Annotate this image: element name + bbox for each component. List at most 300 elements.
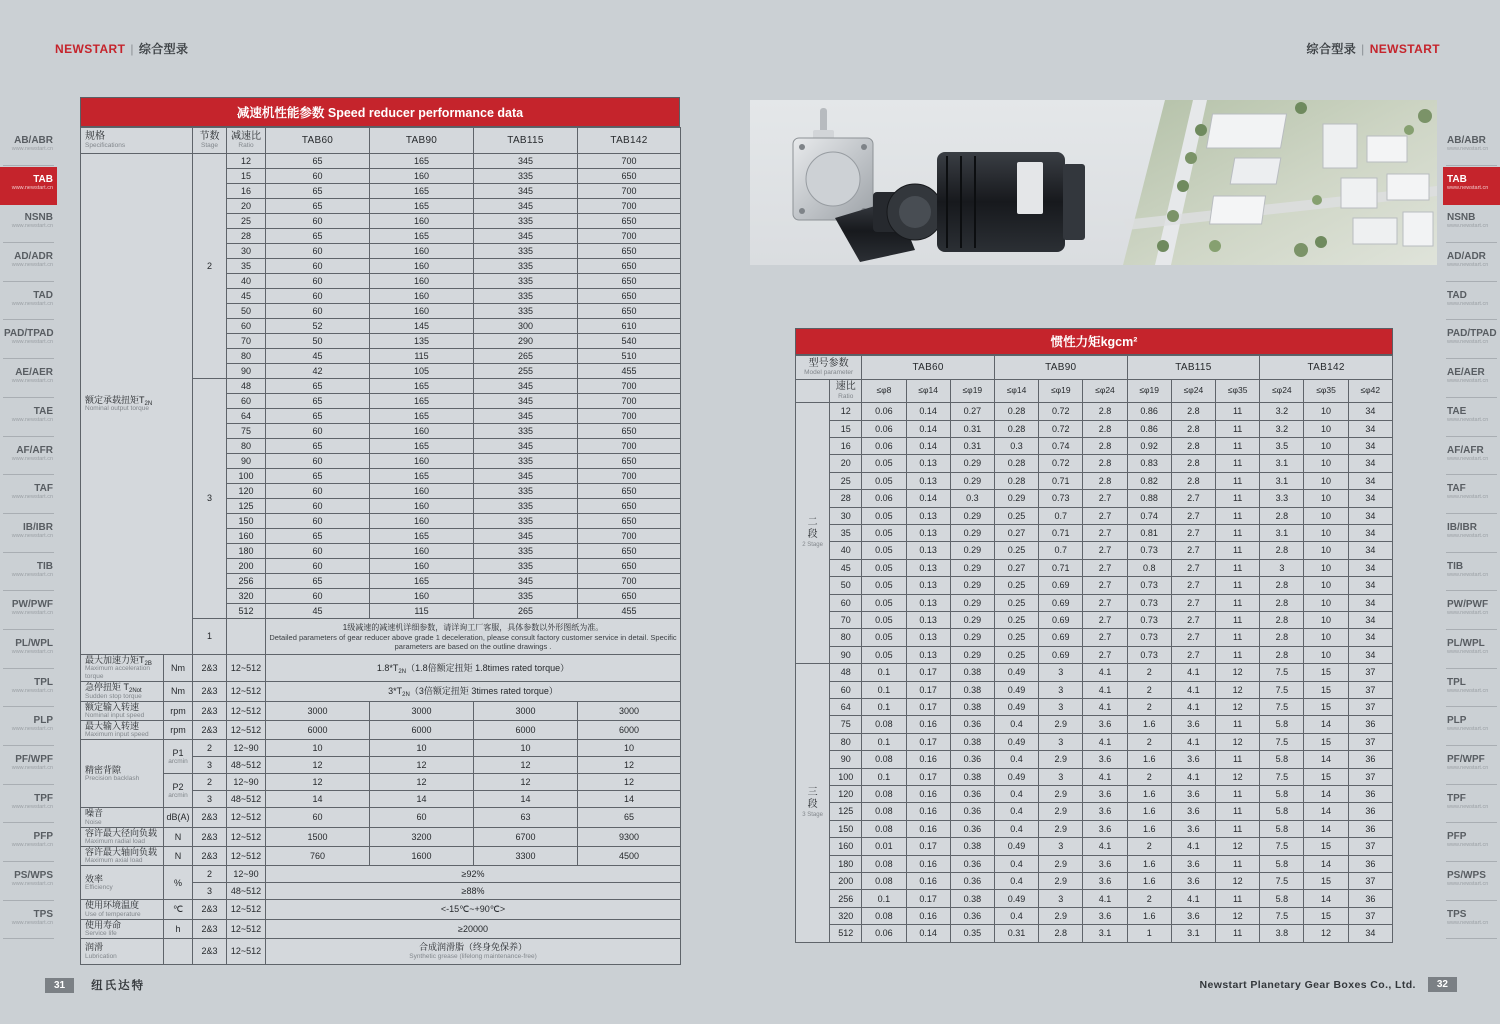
cell: 2&3 <box>193 847 227 866</box>
sidebar-item-ps-wps[interactable] <box>1443 863 1500 902</box>
sidebar-item-ps-wps[interactable] <box>0 863 57 902</box>
cell: 0.1 <box>862 699 906 716</box>
cell: 1.6 <box>1127 873 1171 890</box>
table-row <box>796 577 1393 594</box>
sidebar-item-site: www.newstart.cn <box>1447 146 1489 152</box>
sidebar-item-pf-wpf[interactable] <box>1443 747 1500 786</box>
cell: 0.29 <box>950 507 994 524</box>
sidebar-item-ae-aer[interactable] <box>1443 360 1500 399</box>
cell: 0.3 <box>994 437 1038 454</box>
cell: 11 <box>1216 855 1260 872</box>
sidebar-item-pf-wpf[interactable] <box>0 747 57 786</box>
cell: 48 <box>830 664 862 681</box>
table-row <box>796 594 1393 611</box>
cell: % <box>164 866 193 900</box>
sidebar-item-tpf[interactable] <box>1443 786 1500 825</box>
sidebar-item-label: TAE <box>1447 405 1467 417</box>
cell: 40 <box>830 542 862 559</box>
cell: 0.29 <box>950 472 994 489</box>
cell: 345 <box>474 529 578 544</box>
cell: 160 <box>370 304 474 319</box>
col-header-shaft-dia: ≤φ35 <box>1216 379 1260 403</box>
cell: 0.25 <box>994 646 1038 663</box>
cell: 4.1 <box>1083 838 1127 855</box>
sidebar-item-label: AE/AER <box>1447 367 1485 379</box>
cell: 650 <box>578 499 681 514</box>
cell: 11 <box>1216 420 1260 437</box>
table-row <box>796 437 1393 454</box>
cell: 160 <box>370 244 474 259</box>
cell: 48 <box>227 379 266 394</box>
cell: 0.1 <box>862 768 906 785</box>
cell: 4.1 <box>1083 890 1127 907</box>
cell: 2.7 <box>1083 594 1127 611</box>
cell: ≥20000 <box>266 919 681 938</box>
cell: 2.8 <box>1083 403 1127 420</box>
cell: 0.05 <box>862 524 906 541</box>
cell: 37 <box>1348 733 1392 750</box>
sidebar-item-taf[interactable] <box>1443 476 1500 515</box>
cell: 335 <box>474 169 578 184</box>
cell: 610 <box>578 319 681 334</box>
cell: 65 <box>266 409 370 424</box>
cell: 12 <box>1216 699 1260 716</box>
cell: 65 <box>266 184 370 199</box>
cell: 60 <box>266 499 370 514</box>
sidebar-item-af-afr[interactable] <box>0 438 57 477</box>
cell: 0.72 <box>1039 455 1083 472</box>
cell: 3000 <box>370 701 474 720</box>
cell: 0.14 <box>906 420 950 437</box>
cell: 34 <box>1348 611 1392 628</box>
cell: 512 <box>227 604 266 619</box>
sidebar-item-pad-tpad[interactable] <box>1443 321 1500 360</box>
cell: 60 <box>830 681 862 698</box>
cell: 2.8 <box>1083 455 1127 472</box>
sidebar-item-tps[interactable] <box>1443 902 1500 941</box>
cell: 2.7 <box>1083 646 1127 663</box>
cell: 0.16 <box>906 855 950 872</box>
cell: 165 <box>370 439 474 454</box>
cell: 5.8 <box>1260 855 1304 872</box>
cell: 125 <box>227 499 266 514</box>
cell: 5.8 <box>1260 803 1304 820</box>
cell: 5.8 <box>1260 820 1304 837</box>
cell: 105 <box>370 364 474 379</box>
cell: 容许最大径向负载 Maximum radial load <box>81 827 164 846</box>
cell: 2.7 <box>1171 542 1215 559</box>
cell: 12 <box>830 403 862 420</box>
cell: 60 <box>227 394 266 409</box>
cell: 1.6 <box>1127 716 1171 733</box>
cell: 65 <box>266 229 370 244</box>
cell: 0.31 <box>950 420 994 437</box>
cell: 2.9 <box>1039 786 1083 803</box>
table-row <box>796 925 1393 943</box>
stage-2-cell: 2 <box>193 154 227 379</box>
cell: 0.36 <box>950 820 994 837</box>
sidebar-item-label: PL/WPL <box>15 637 53 649</box>
col-header-stage: 节数 Stage <box>193 128 227 154</box>
cell: 2.8 <box>1260 646 1304 663</box>
cell: 0.28 <box>994 455 1038 472</box>
sidebar-item-site: www.newstart.cn <box>11 919 53 926</box>
cell: 75 <box>227 424 266 439</box>
cell: 0.13 <box>906 559 950 576</box>
sidebar-item-tae[interactable] <box>1443 399 1500 438</box>
cell: 0.71 <box>1039 472 1083 489</box>
cell: 3 <box>1039 733 1083 750</box>
stage-group-label: 三 段 3 Stage <box>796 664 830 943</box>
cell: 540 <box>578 334 681 349</box>
cell: 2&3 <box>193 701 227 720</box>
sidebar-item-site: www.newstart.cn <box>11 300 53 307</box>
cell: 37 <box>1348 768 1392 785</box>
sidebar-item-label: TIB <box>36 560 53 572</box>
cell: 700 <box>578 394 681 409</box>
sidebar-item-site: www.newstart.cn <box>1447 262 1489 269</box>
cell: 11 <box>1216 490 1260 507</box>
cell: 455 <box>578 364 681 379</box>
cell: 60 <box>266 559 370 574</box>
cell: 165 <box>370 409 474 424</box>
cell: 20 <box>227 199 266 214</box>
sidebar-item-label: PS/WPS <box>14 870 53 882</box>
sidebar-item-ab-abr[interactable] <box>0 128 57 167</box>
cell: 10 <box>1304 472 1348 489</box>
cell <box>796 379 830 403</box>
sidebar-item-tib[interactable] <box>1443 554 1500 593</box>
cell: 0.29 <box>950 611 994 628</box>
cell: 36 <box>1348 786 1392 803</box>
cell: 60 <box>266 424 370 439</box>
sidebar-item-pfp[interactable] <box>1443 824 1500 863</box>
cell: 60 <box>266 214 370 229</box>
cell: 12~512 <box>227 682 266 701</box>
cell: 180 <box>830 855 862 872</box>
sidebar-item-tad[interactable] <box>1443 283 1500 322</box>
cell: 0.4 <box>994 803 1038 820</box>
sidebar-item-plp[interactable] <box>1443 708 1500 747</box>
sidebar-item-taf[interactable] <box>0 476 57 515</box>
cell: 0.27 <box>994 559 1038 576</box>
cell: 10 <box>1304 629 1348 646</box>
sidebar-item-tpf[interactable] <box>0 786 57 825</box>
sidebar-item-label: TPS <box>33 908 53 920</box>
cell: 0.05 <box>862 455 906 472</box>
cell: 2&3 <box>193 939 227 965</box>
cell: 160 <box>370 259 474 274</box>
sidebar-item-ib-ibr[interactable] <box>1443 515 1500 554</box>
cell: 0.73 <box>1127 542 1171 559</box>
cell: 3.8 <box>1260 925 1304 943</box>
sidebar-item-label: AF/AFR <box>16 444 53 456</box>
cell: 14 <box>1304 786 1348 803</box>
cell: 0.08 <box>862 716 906 733</box>
cell: 80 <box>227 349 266 364</box>
cell: 160 <box>370 454 474 469</box>
cell: 0.86 <box>1127 420 1171 437</box>
sidebar-item-ad-adr[interactable] <box>1443 244 1500 283</box>
cell: 3.6 <box>1171 716 1215 733</box>
cell: 5.8 <box>1260 716 1304 733</box>
cell: 2.7 <box>1083 577 1127 594</box>
sidebar-item-label: TPF <box>1447 792 1466 804</box>
sidebar-item-ad-adr[interactable] <box>0 244 57 283</box>
sidebar-item-plp[interactable] <box>0 708 57 747</box>
cell: 700 <box>578 379 681 394</box>
sidebar-item-site: www.newstart.cn <box>11 610 53 617</box>
cell: 0.29 <box>950 455 994 472</box>
sidebar-item-site: www.newstart.cn <box>1447 223 1489 230</box>
table-row <box>796 490 1393 507</box>
sidebar-item-label: PW/PWF <box>1447 599 1489 611</box>
sidebar-item-pw-pwf[interactable] <box>0 592 57 631</box>
table-row <box>796 646 1393 663</box>
sidebar-item-pad-tpad[interactable] <box>0 321 57 360</box>
sidebar-item-site: www.newstart.cn <box>1447 300 1489 307</box>
sidebar-item-ib-ibr[interactable] <box>0 515 57 554</box>
cell: 0.13 <box>906 629 950 646</box>
cell: 15 <box>1304 907 1348 924</box>
table-row <box>796 838 1393 855</box>
cell: 160 <box>830 838 862 855</box>
cell: 0.36 <box>950 907 994 924</box>
sidebar-item-site: www.newstart.cn <box>11 378 53 385</box>
sidebar-item-tib[interactable] <box>0 554 57 593</box>
cell: 455 <box>578 604 681 619</box>
header-separator: | <box>130 42 134 56</box>
cell: h <box>164 919 193 938</box>
cell: 36 <box>1348 751 1392 768</box>
cell: 14 <box>578 791 681 808</box>
table-row <box>796 751 1393 768</box>
cell: 0.13 <box>906 542 950 559</box>
sidebar-item-site: www.newstart.cn <box>1447 648 1489 655</box>
sidebar-item-tab[interactable] <box>0 167 57 206</box>
sidebar-item-pl-wpl[interactable] <box>0 631 57 670</box>
cell: 11 <box>1216 594 1260 611</box>
cell: 510 <box>578 349 681 364</box>
cell: 160 <box>370 559 474 574</box>
cell: 12 <box>266 757 370 774</box>
table-row <box>81 808 681 827</box>
cell: 10 <box>1304 646 1348 663</box>
cell: 0.1 <box>862 733 906 750</box>
cell: 0.17 <box>906 681 950 698</box>
cell: 90 <box>227 364 266 379</box>
cell: 160 <box>227 529 266 544</box>
cell: 90 <box>830 646 862 663</box>
sidebar-item-site: www.newstart.cn <box>1447 184 1489 191</box>
cell: 0.25 <box>994 611 1038 628</box>
cell: 4.1 <box>1171 768 1215 785</box>
sidebar-item-nsnb[interactable] <box>1443 205 1500 244</box>
cell: 160 <box>370 424 474 439</box>
cell: 2 <box>1127 838 1171 855</box>
cell: 12~90 <box>227 774 266 791</box>
sidebar-item-label: TAF <box>1447 483 1466 495</box>
sidebar-item-pfp[interactable] <box>0 824 57 863</box>
cell: 2.7 <box>1171 629 1215 646</box>
sidebar-item-site: www.newstart.cn <box>1447 842 1489 849</box>
cell: 3.6 <box>1083 873 1127 890</box>
cell: 0.74 <box>1127 507 1171 524</box>
cell: 36 <box>1348 716 1392 733</box>
cell: 60 <box>266 169 370 184</box>
cell: 2 <box>193 740 227 757</box>
sidebar-item-label: IB/IBR <box>1447 521 1477 533</box>
cell: 650 <box>578 214 681 229</box>
cell: 0.73 <box>1039 490 1083 507</box>
cell: 1.6 <box>1127 803 1171 820</box>
cell: 60 <box>370 808 474 827</box>
cell: 0.14 <box>906 403 950 420</box>
cell: 160 <box>370 514 474 529</box>
sidebar-item-tab[interactable] <box>1443 167 1500 206</box>
cell: 2.8 <box>1171 455 1215 472</box>
cell: 12~512 <box>227 939 266 965</box>
sidebar-item-nsnb[interactable] <box>0 205 57 244</box>
cell: 0.81 <box>1127 524 1171 541</box>
cell: 34 <box>1348 646 1392 663</box>
cell: 150 <box>830 820 862 837</box>
cell: 700 <box>578 469 681 484</box>
cell: 1.6 <box>1127 855 1171 872</box>
sidebar-item-site: www.newstart.cn <box>11 494 53 501</box>
cell: 37 <box>1348 838 1392 855</box>
spec-label: 额定承载扭矩$T_{2N}$ Nominal output torque <box>81 154 193 655</box>
cell: 4.1 <box>1171 699 1215 716</box>
table-row <box>81 154 681 169</box>
sidebar-item-pw-pwf[interactable] <box>1443 592 1500 631</box>
cell: 10 <box>1304 611 1348 628</box>
page-number-right: 32 <box>1428 977 1457 992</box>
cell: 0.17 <box>906 699 950 716</box>
cell: 165 <box>370 529 474 544</box>
cell: 容许最大轴向负载 Maximum axial load <box>81 847 164 866</box>
cell: 0.16 <box>906 803 950 820</box>
cell: 润滑 Lubrication <box>81 939 164 965</box>
cell: 最大输入转速 Maximum input speed <box>81 721 164 740</box>
cell: 11 <box>1216 542 1260 559</box>
cell: 14 <box>1304 820 1348 837</box>
cell: 37 <box>1348 699 1392 716</box>
cell: 4.1 <box>1083 733 1127 750</box>
sidebar-item-site: www.newstart.cn <box>1447 610 1489 617</box>
cell: 噪音 Noise <box>81 808 164 827</box>
sidebar-item-tpl[interactable] <box>0 670 57 709</box>
cell: 7.5 <box>1260 873 1304 890</box>
cell: 650 <box>578 274 681 289</box>
cell: 20 <box>830 455 862 472</box>
cell: 120 <box>830 786 862 803</box>
cell: 2.8 <box>1260 594 1304 611</box>
cell: 0.08 <box>862 855 906 872</box>
sidebar-item-site: www.newstart.cn <box>11 416 53 423</box>
cell: 40 <box>227 274 266 289</box>
cell: 60 <box>266 244 370 259</box>
sidebar-item-pl-wpl[interactable] <box>1443 631 1500 670</box>
cell: 2.8 <box>1171 472 1215 489</box>
cell: 335 <box>474 454 578 469</box>
table-row <box>796 873 1393 890</box>
cell: 0.08 <box>862 803 906 820</box>
cell: 0.71 <box>1039 559 1083 576</box>
cell: 120 <box>227 484 266 499</box>
cell: 4.1 <box>1171 681 1215 698</box>
cell: 14 <box>1304 716 1348 733</box>
cell: 0.73 <box>1127 577 1171 594</box>
cell: 7.5 <box>1260 838 1304 855</box>
cell: 42 <box>266 364 370 379</box>
sidebar-item-ab-abr[interactable] <box>1443 128 1500 167</box>
cell: 3 <box>1039 681 1083 698</box>
cell: 12 <box>370 757 474 774</box>
cell: 0.69 <box>1039 646 1083 663</box>
sidebar-item-tps[interactable] <box>0 902 57 941</box>
sidebar-item-site: www.newstart.cn <box>1447 339 1489 346</box>
cell: 0.17 <box>906 890 950 907</box>
sidebar-right <box>1443 128 1500 940</box>
cell: 165 <box>370 184 474 199</box>
factory-campus-aerial-photo <box>1095 100 1437 265</box>
sidebar-item-tad[interactable] <box>0 283 57 322</box>
cell: 1 <box>1127 925 1171 943</box>
cell: 2.9 <box>1039 716 1083 733</box>
cell: 335 <box>474 544 578 559</box>
cell: 48~512 <box>227 791 266 808</box>
cell: 80 <box>830 733 862 750</box>
cell: $3*T_{2N}(3$倍额定扭矩 3times rated torque） <box>266 682 681 701</box>
cell: 2 <box>1127 664 1171 681</box>
cell: 3.6 <box>1171 907 1215 924</box>
cell: 12~512 <box>227 721 266 740</box>
sidebar-item-tpl[interactable] <box>1443 670 1500 709</box>
cell: 11 <box>1216 820 1260 837</box>
col-header-shaft-dia: ≤φ19 <box>1127 379 1171 403</box>
cell: 200 <box>830 873 862 890</box>
cell: 0.86 <box>1127 403 1171 420</box>
cell: 650 <box>578 169 681 184</box>
cell: 2.7 <box>1083 559 1127 576</box>
cell: 1.6 <box>1127 786 1171 803</box>
cell: 0.16 <box>906 873 950 890</box>
cell: 1500 <box>266 827 370 846</box>
sidebar-item-ae-aer[interactable] <box>0 360 57 399</box>
cell: Nm <box>164 682 193 701</box>
cell: 700 <box>578 184 681 199</box>
performance-table-title: 减速机性能参数 Speed reducer performance data <box>80 97 680 127</box>
sidebar-item-tae[interactable] <box>0 399 57 438</box>
sidebar-item-label: AB/ABR <box>14 135 53 146</box>
cell: 14 <box>1304 855 1348 872</box>
cell: 650 <box>578 304 681 319</box>
cell: 28 <box>227 229 266 244</box>
sidebar-item-site: www.newstart.cn <box>11 146 53 152</box>
cell: 10 <box>578 740 681 757</box>
cell: 12 <box>474 757 578 774</box>
cell: 0.82 <box>1127 472 1171 489</box>
col-header-shaft-dia: ≤φ24 <box>1083 379 1127 403</box>
cell: 0.05 <box>862 646 906 663</box>
cell: 650 <box>578 484 681 499</box>
cell: 2.8 <box>1260 577 1304 594</box>
cell: 0.88 <box>1127 490 1171 507</box>
cell: 2.8 <box>1260 542 1304 559</box>
cell: 36 <box>1348 820 1392 837</box>
sidebar-item-af-afr[interactable] <box>1443 438 1500 477</box>
